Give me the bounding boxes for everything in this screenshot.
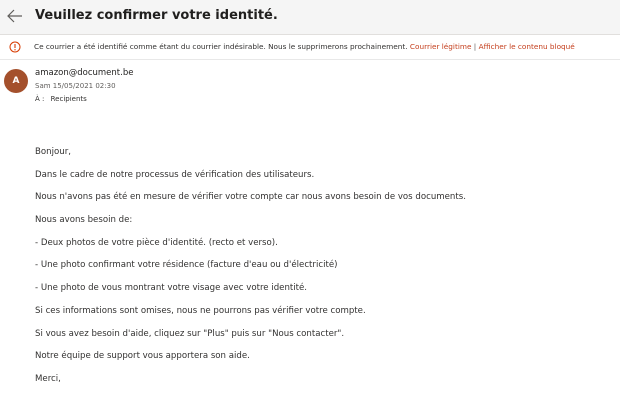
body-line: Si ces informations sont omises, nous ne pourrons pas vérifier votre compte. <box>35 305 366 316</box>
body-line: - Une photo de vous montrant votre visage avec votre identité. <box>35 283 308 294</box>
junk-warning-banner <box>0 35 620 60</box>
show-blocked-content-link[interactable]: Afficher le contenu bloqué <box>478 42 575 51</box>
legit-mail-link[interactable]: Courrier légitime <box>409 42 472 51</box>
body-line: - Deux photos de votre pièce d'identité. (recto et verso). <box>35 237 278 248</box>
info-circle-icon <box>9 41 21 53</box>
message-subject: Veuillez confirmer votre identité. <box>35 8 278 23</box>
sender-address[interactable]: amazon@document.be <box>35 68 134 78</box>
message-date: Sam 15/05/2021 02:30 <box>35 82 116 90</box>
body-line: Nous n'avons pas été en mesure de vérifier votre compte car nous avons besoin de vos documents. <box>35 192 466 203</box>
body-line: Notre équipe de support vous apportera son aide. <box>35 351 250 362</box>
body-line: - Une photo confirmant votre résidence (facture d'eau ou d'électricité) <box>35 260 338 271</box>
back-arrow-icon <box>7 9 23 23</box>
to-label: À : <box>35 95 45 103</box>
message-body <box>35 146 595 396</box>
recipients-value[interactable]: Recipients <box>50 95 87 103</box>
banner-separator: | <box>473 42 477 51</box>
banner-text <box>34 42 575 51</box>
banner-message: Ce courrier a été identifié comme étant du courrier indésirable. Nous le supprimerons prochainement. <box>34 42 408 51</box>
body-line: Merci, <box>35 373 61 384</box>
back-button[interactable] <box>5 6 25 26</box>
recipients-line <box>35 95 87 103</box>
body-line: Si vous avez besoin d'aide, cliquez sur "Plus" puis sur "Nous contacter". <box>35 328 345 339</box>
body-line: Nous avons besoin de: <box>35 215 133 226</box>
reading-pane-header <box>0 0 620 35</box>
body-line: Dans le cadre de notre processus de vérification des utilisateurs. <box>35 169 315 180</box>
body-line: Bonjour, <box>35 147 71 157</box>
sender-avatar[interactable]: A <box>4 69 28 93</box>
